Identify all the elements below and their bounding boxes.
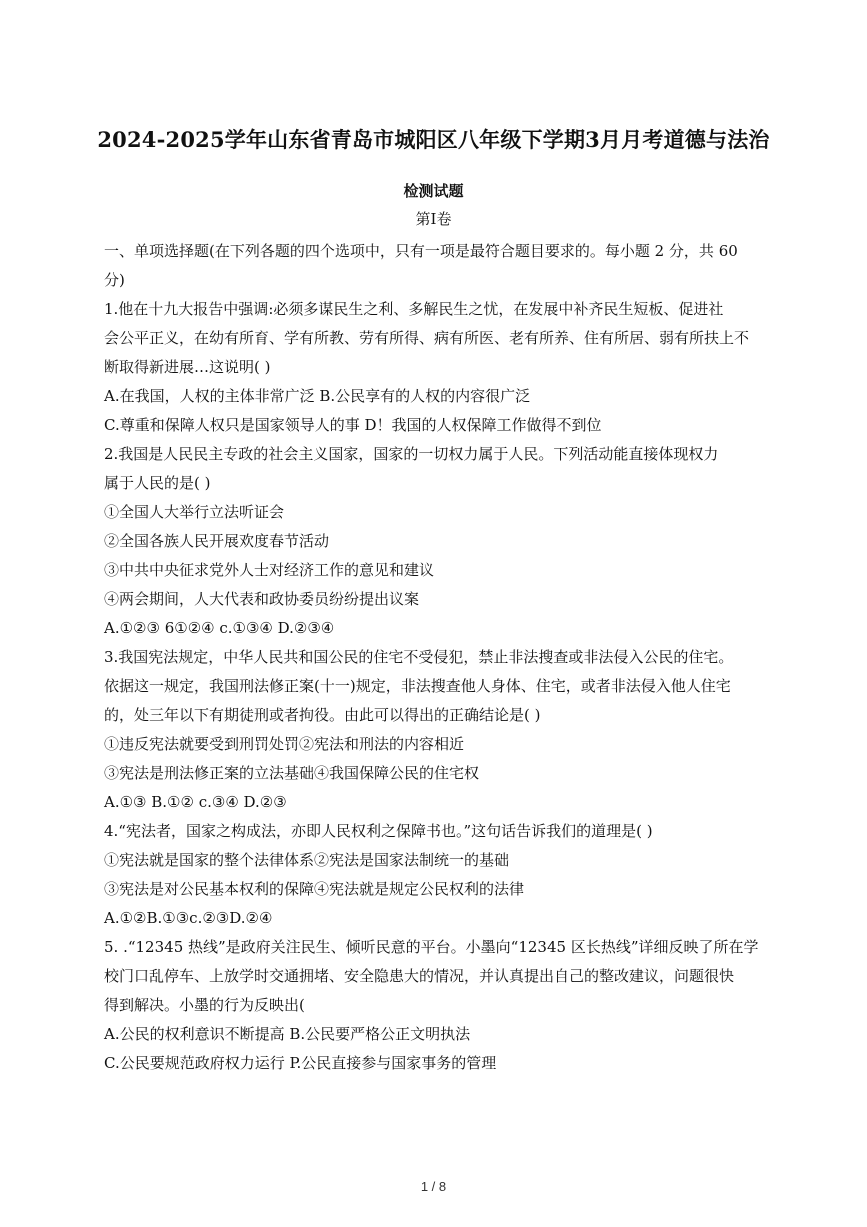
q2-item: ③中共中央征求党外人士对经济工作的意见和建议 bbox=[104, 561, 435, 579]
q3-items: ①违反宪法就要受到刑罚处罚②宪法和刑法的内容相近 bbox=[104, 735, 465, 753]
page-subtitle: 检测试题 bbox=[403, 182, 464, 200]
q3-items: ③宪法是刑法修正案的立法基础④我国保障公民的住宅权 bbox=[104, 764, 480, 782]
q4-items: ①宪法就是国家的整个法律体系②宪法是国家法制统一的基础 bbox=[104, 851, 510, 869]
question-content bbox=[104, 237, 764, 1078]
q1-stem: 断取得新进展…这说明( ) bbox=[104, 358, 271, 376]
q2-stem: 属于人民的是( ) bbox=[104, 474, 211, 492]
q3-stem: 3.我国宪法规定，中华人民共和国公民的住宅不受侵犯，禁止非法搜查或非法侵入公民的住宅。 bbox=[104, 648, 734, 666]
q2-options: A.①②③ 6①②④ c.①③④ D.②③④ bbox=[104, 619, 335, 637]
q4-options: A.①②B.①③c.②③D.②④ bbox=[104, 909, 273, 927]
q2-item: ①全国人大举行立法听证会 bbox=[104, 503, 285, 521]
q5-stem: 5. .“12345 热线”是政府关注民生、倾听民意的平台。小墨向“12345 区长热线”详细反映了所在学 bbox=[104, 938, 759, 956]
q2-item: ④两会期间，人大代表和政协委员纷纷提出议案 bbox=[104, 590, 420, 608]
volume-label: 第Ⅰ卷 bbox=[415, 210, 452, 228]
section-heading-cont: 分) bbox=[104, 271, 125, 289]
page-number: 1 / 8 bbox=[420, 1179, 447, 1194]
q1-stem: 1.他在十九大报告中强调:必须多谋民生之利、多解民生之忧，在发展中补齐民生短板、促进社 bbox=[104, 300, 724, 318]
q1-options: A.在我国，人权的主体非常广泛 B.公民享有的人权的内容很广泛 bbox=[104, 387, 531, 405]
q1-stem: 会公平正义，在幼有所育、学有所教、劳有所得、病有所医、老有所养、住有所居、弱有所扶上不 bbox=[104, 329, 750, 347]
q5-stem: 得到解决。小墨的行为反映出( bbox=[104, 996, 305, 1014]
q5-stem: 校门口乱停车、上放学时交通拥堵、安全隐患大的情况，并认真提出自己的整改建议，问题很快 bbox=[104, 967, 735, 985]
q2-item: ②全国各族人民开展欢度春节活动 bbox=[104, 532, 330, 550]
q3-options: A.①③ B.①② c.③④ D.②③ bbox=[104, 793, 287, 811]
q1-options: C.尊重和保障人权只是国家领导人的事 D！我国的人权保障工作做得不到位 bbox=[104, 416, 602, 434]
q2-stem: 2.我国是人民民主专政的社会主义国家，国家的一切权力属于人民。下列活动能直接体现权力 bbox=[104, 445, 719, 463]
page-title: 2024-2025学年山东省青岛市城阳区八年级下学期3月月考道德与法治 bbox=[97, 127, 770, 152]
q3-stem: 依据这一规定，我国刑法修正案(十一)规定，非法搜查他人身体、住宅，或者非法侵入他人住宅 bbox=[104, 677, 731, 695]
q4-stem: 4.“宪法者，国家之构成法，亦即人民权利之保障书也。”这句话告诉我们的道理是( ) bbox=[104, 822, 653, 840]
section-heading: 一、单项选择题(在下列各题的四个选项中，只有一项是最符合题目要求的。每小题 2 分，共 60 bbox=[104, 242, 738, 260]
q5-options: C.公民要规范政府权力运行 P.公民直接参与国家事务的管理 bbox=[104, 1054, 497, 1072]
q4-items: ③宪法是对公民基本权利的保障④宪法就是规定公民权利的法律 bbox=[104, 880, 525, 898]
q5-options: A.公民的权利意识不断提高 B.公民要严格公正文明执法 bbox=[104, 1025, 471, 1043]
q3-stem: 的，处三年以下有期徒刑或者拘役。由此可以得出的正确结论是( ) bbox=[104, 706, 541, 724]
